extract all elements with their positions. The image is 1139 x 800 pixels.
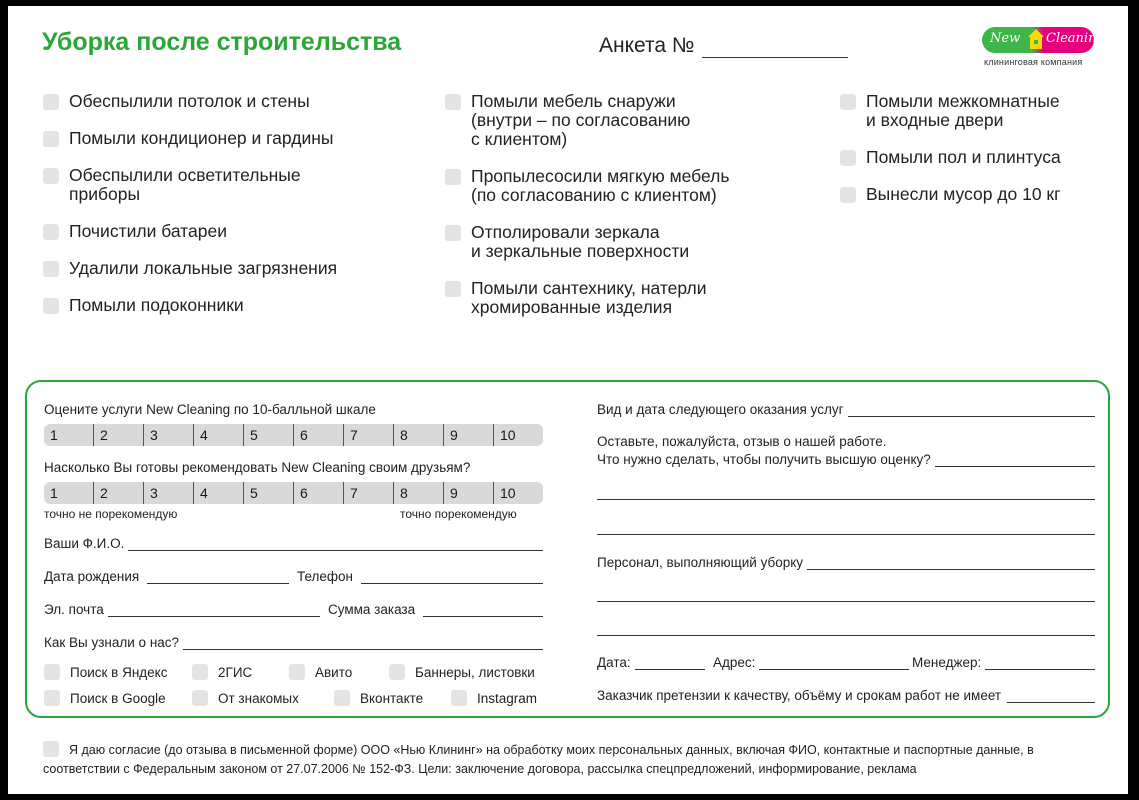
rating-option[interactable]: 2 [94,424,144,446]
logo-subtitle: клининговая компания [984,57,1083,67]
scale-low-label: точно не порекомендую [44,507,178,521]
scale-high-label: точно порекомендую [400,507,517,521]
review-prompt: Оставьте, пожалуйста, отзыв о нашей работе. [597,434,887,449]
source-option[interactable]: Баннеры, листовки [389,664,535,680]
logo-word-new: New [990,31,1021,46]
rating-option[interactable]: 5 [244,424,294,446]
checklist-item[interactable]: Помыли пол и плинтуса [840,148,1120,167]
checkbox[interactable] [289,664,305,680]
checklist-item[interactable]: Помыли мебель снаружи (внутри – по согласованию с клиентом) [445,92,825,149]
checkbox[interactable] [43,224,59,240]
source-field[interactable]: Как Вы узнали о нас? [44,635,543,650]
rating-option[interactable]: 8 [394,424,444,446]
checklist-item[interactable]: Почистили батареи [43,222,423,241]
checkbox[interactable] [445,94,461,110]
source-option[interactable]: Поиск в Google [44,690,166,706]
recommend-option[interactable]: 5 [244,482,294,504]
checkbox[interactable] [445,169,461,185]
rating-option[interactable]: 4 [194,424,244,446]
birth-date-field[interactable]: Дата рождения [44,569,289,584]
logo-badge [982,27,1105,53]
rating-scale [44,424,543,446]
checklist-item[interactable]: Помыли кондиционер и гардины [43,129,423,148]
rate-question: Оцените услуги New Cleaning по 10-балльной шкале [44,402,376,417]
form-page [8,6,1128,794]
recommend-option[interactable]: 1 [44,482,94,504]
staff-line[interactable] [597,601,1095,602]
source-option[interactable]: Авито [289,664,352,680]
source-option[interactable]: От знакомых [192,690,299,706]
logo-word-cleaning: Cleaning [1046,31,1105,46]
checklist-item[interactable]: Пропылесосили мягкую мебель (по согласованию с клиентом) [445,167,825,205]
checklist-item[interactable]: Вынесли мусор до 10 кг [840,185,1120,204]
checkbox[interactable] [840,150,856,166]
address-field[interactable]: Адрес: [713,655,909,670]
checklist-column-2 [445,92,825,335]
no-claims-field[interactable]: Заказчик претензии к качеству, объёму и срокам работ не имеет [597,688,1095,703]
recommend-scale [44,482,543,504]
checklist-item[interactable]: Помыли межкомнатные и входные двери [840,92,1120,130]
email-field[interactable]: Эл. почта [44,602,320,617]
checklist-item[interactable]: Помыли подоконники [43,296,423,315]
recommend-question: Насколько Вы готовы рекомендовать New Cleaning своим друзьям? [44,460,471,475]
source-option[interactable]: Instagram [451,690,537,706]
checkbox[interactable] [445,281,461,297]
checkbox[interactable] [334,690,350,706]
review-line[interactable] [597,499,1095,500]
checkbox[interactable] [451,690,467,706]
consent-checkbox[interactable] [43,741,59,757]
anketa-number [599,34,848,58]
checklist-column-3 [840,92,1120,222]
source-option[interactable]: 2ГИС [192,664,252,680]
recommend-option[interactable]: 10 [500,485,516,501]
recommend-option[interactable]: 9 [444,482,494,504]
checkbox[interactable] [840,94,856,110]
rating-option[interactable]: 10 [500,427,516,443]
checkbox[interactable] [44,664,60,680]
source-option[interactable]: Вконтакте [334,690,423,706]
recommend-option[interactable]: 8 [394,482,444,504]
checklist-item[interactable]: Удалили локальные загрязнения [43,259,423,278]
review-line[interactable] [597,534,1095,535]
recommend-option[interactable]: 4 [194,482,244,504]
recommend-option[interactable]: 7 [344,482,394,504]
staff-line[interactable] [597,635,1095,636]
checkbox[interactable] [389,664,405,680]
consent-statement [43,741,1113,779]
checkbox[interactable] [43,94,59,110]
checkbox[interactable] [445,225,461,241]
recommend-option[interactable]: 6 [294,482,344,504]
checklist-item[interactable]: Помыли сантехнику, натерли хромированные изделия [445,279,825,317]
rating-option[interactable]: 1 [44,424,94,446]
checklist-item[interactable]: Обеспылили потолок и стены [43,92,423,111]
checkbox[interactable] [840,187,856,203]
checkbox[interactable] [43,168,59,184]
checkbox[interactable] [44,690,60,706]
checklist-item[interactable]: Обеспылили осветительные приборы [43,166,423,204]
checkbox[interactable] [43,131,59,147]
fio-field[interactable]: Ваши Ф.И.О. [44,536,543,551]
anketa-label: Анкета № [599,34,695,57]
checkbox[interactable] [43,261,59,277]
recommend-option[interactable]: 2 [94,482,144,504]
review-field[interactable]: Что нужно сделать, чтобы получить высшую оценку? [597,452,1095,467]
checkbox[interactable] [43,298,59,314]
next-service-field[interactable]: Вид и дата следующего оказания услуг [597,402,1095,417]
consent-text: Я даю согласие (до отзыва в письменной форме) ООО «Нью Клининг» на обработку моих персональных данных, включая ФИО, контактные и паспортные данные, в соответствии с Федеральным законом от 27.07.2006 № 152-ФЗ. Цели: заключение договора, рассылка спецпредложений, информирование, реклама [43,743,1034,776]
feedback-panel [25,380,1110,718]
checkbox[interactable] [192,690,208,706]
checkbox[interactable] [192,664,208,680]
checklist-item[interactable]: Отполировали зеркала и зеркальные поверхности [445,223,825,261]
house-icon [1027,28,1045,50]
anketa-number-field[interactable] [702,39,848,58]
checklist-column-1 [43,92,423,333]
staff-field[interactable]: Персонал, выполняющий уборку [597,555,1095,570]
manager-field[interactable]: Менеджер: [912,655,1095,670]
rating-option[interactable]: 3 [144,424,194,446]
source-option[interactable]: Поиск в Яндекс [44,664,167,680]
company-logo [980,24,1105,74]
phone-field[interactable]: Телефон [297,569,543,584]
rating-option[interactable]: 7 [344,424,394,446]
page-title: Уборка после строительства [42,28,402,56]
rating-option[interactable]: 6 [294,424,344,446]
date-field[interactable]: Дата: [597,655,705,670]
recommend-option[interactable]: 3 [144,482,194,504]
order-sum-field[interactable]: Сумма заказа [328,602,543,617]
rating-option[interactable]: 9 [444,424,494,446]
